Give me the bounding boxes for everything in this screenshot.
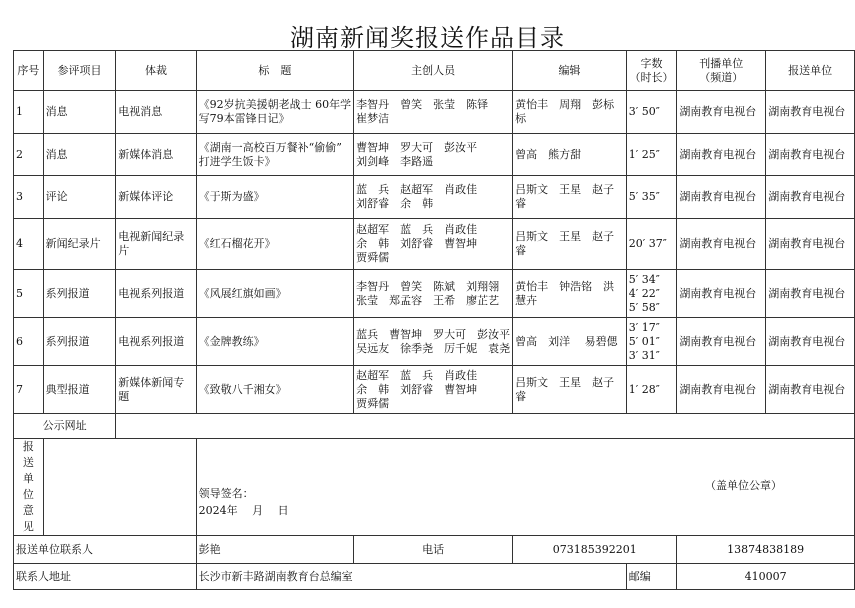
row-title: 《致敬八千湘女》: [196, 366, 354, 414]
row-genre: 电视系列报道: [116, 318, 196, 366]
row-editors: 曾高 熊方甜: [513, 134, 627, 176]
table-row: [14, 318, 855, 366]
row-outlet: 湖南教育电视台: [677, 134, 766, 176]
row-no: 1: [14, 91, 44, 134]
header-editors: 编辑: [513, 51, 627, 91]
row-length: 1′ 25″: [626, 134, 677, 176]
row-title: 《湖南一高校百万餐补“偷偷” 打进学生饭卡》: [196, 134, 354, 176]
row-creators: 曹智坤 罗大可 彭汝平 刘剑峰 李路遥: [354, 134, 513, 176]
opinion-label-char: 意: [22, 504, 34, 517]
leader-sign-label: 领导签名：: [198, 487, 254, 500]
opinion-label-char: 单: [22, 472, 34, 485]
row-no: 3: [14, 176, 44, 219]
opinion-label-char: 位: [22, 488, 34, 501]
row-submitter: 湖南教育电视台: [766, 176, 855, 219]
table-body: [14, 91, 855, 414]
row-outlet: 湖南教育电视台: [677, 366, 766, 414]
opinion-label-char: 报: [22, 440, 34, 453]
row-creators: 赵超军 蓝 兵 肖政佳 余 韩 刘舒睿 曹智坤 贾舜儒: [354, 219, 513, 270]
header-row: [14, 51, 855, 91]
header-length: 字数 （时长）: [626, 51, 677, 91]
mobile-number: 13874838189: [677, 536, 855, 564]
row-submitter: 湖南教育电视台: [766, 366, 855, 414]
contact-name: 彭艳: [196, 536, 354, 564]
table-row: [14, 91, 855, 134]
row-creators: 蓝 兵 赵超军 肖政佳 刘舒睿 余 韩: [354, 176, 513, 219]
sign-date: 2024年 月 日: [198, 504, 289, 517]
row-submitter: 湖南教育电视台: [766, 270, 855, 318]
opinion-label-char: 见: [22, 520, 34, 533]
table-row: [14, 366, 855, 414]
row-length: 5′ 35″: [626, 176, 677, 219]
row-outlet: 湖南教育电视台: [677, 176, 766, 219]
row-no: 4: [14, 219, 44, 270]
row-outlet: 湖南教育电视台: [677, 219, 766, 270]
row-genre: 新媒体评论: [116, 176, 196, 219]
public-url-row: [14, 414, 855, 439]
row-length: 3′ 17″ 5′ 01″ 3′ 31″: [626, 318, 677, 366]
row-no: 7: [14, 366, 44, 414]
contact-label: 报送单位联系人: [14, 536, 197, 564]
header-category: 参评项目: [43, 51, 116, 91]
header-no: 序号: [14, 51, 44, 91]
phone-label: 电话: [354, 536, 513, 564]
row-creators: 蓝兵 曹智坤 罗大可 彭汝平 吴远友 徐季尧 厉千妮 袁尧: [354, 318, 513, 366]
row-editors: 黄怡丰 钟浩铭 洪慧卉: [513, 270, 627, 318]
row-genre: 电视系列报道: [116, 270, 196, 318]
opinion-blank: [43, 439, 196, 536]
entries-table: [13, 50, 855, 590]
header-outlet: 刊播单位 （频道）: [677, 51, 766, 91]
document-title: 湖南新闻奖报送作品目录: [290, 24, 565, 52]
table-row: [14, 134, 855, 176]
row-creators: 李智丹 曾笑 陈斌 刘翔翎 张莹 郑孟容 王希 廖芷艺: [354, 270, 513, 318]
row-length: 1′ 28″: [626, 366, 677, 414]
opinion-row: [14, 439, 855, 536]
row-genre: 电视新闻纪录片: [116, 219, 196, 270]
row-title: 《于斯为盛》: [196, 176, 354, 219]
zip-code: 410007: [677, 564, 855, 590]
row-title: 《风展红旗如画》: [196, 270, 354, 318]
table-row: [14, 270, 855, 318]
row-outlet: 湖南教育电视台: [677, 318, 766, 366]
row-outlet: 湖南教育电视台: [677, 91, 766, 134]
table-row: [14, 176, 855, 219]
row-editors: 吕斯文 王星 赵子睿: [513, 219, 627, 270]
row-category: 系列报道: [43, 270, 116, 318]
row-length: 3′ 50″: [626, 91, 677, 134]
row-category: 典型报道: [43, 366, 116, 414]
address-value: 长沙市新丰路湖南教育台总编室: [196, 564, 626, 590]
public-url-label: 公示网址: [14, 414, 116, 439]
row-no: 2: [14, 134, 44, 176]
row-genre: 新媒体消息: [116, 134, 196, 176]
opinion-label-char: 送: [22, 456, 34, 469]
row-submitter: 湖南教育电视台: [766, 318, 855, 366]
row-title: 《92岁抗美援朝老战士 60年学 写79本雷锋日记》: [196, 91, 354, 134]
row-category: 系列报道: [43, 318, 116, 366]
row-creators: 赵超军 蓝 兵 肖政佳 余 韩 刘舒睿 曹智坤 贾舜儒: [354, 366, 513, 414]
header-submitter: 报送单位: [766, 51, 855, 91]
row-title: 《红石榴花开》: [196, 219, 354, 270]
row-genre: 新媒体新闻专题: [116, 366, 196, 414]
header-title: 标 题: [196, 51, 354, 91]
row-length: 5′ 34″ 4′ 22″ 5′ 58″: [626, 270, 677, 318]
row-outlet: 湖南教育电视台: [677, 270, 766, 318]
zip-label: 邮编: [626, 564, 677, 590]
row-category: 新闻纪录片: [43, 219, 116, 270]
row-length: 20′ 37″: [626, 219, 677, 270]
row-no: 6: [14, 318, 44, 366]
opinion-content: [196, 439, 854, 536]
row-category: 消息: [43, 134, 116, 176]
phone-number: 073185392201: [513, 536, 677, 564]
row-submitter: 湖南教育电视台: [766, 91, 855, 134]
address-label: 联系人地址: [14, 564, 197, 590]
row-category: 消息: [43, 91, 116, 134]
header-genre: 体裁: [116, 51, 196, 91]
row-editors: 吕斯文 王星 赵子睿: [513, 366, 627, 414]
public-url-value: [116, 414, 855, 439]
table-row: [14, 219, 855, 270]
row-genre: 电视消息: [116, 91, 196, 134]
contact-row: [14, 536, 855, 564]
seal-note: （盖单位公章）: [705, 479, 782, 492]
row-no: 5: [14, 270, 44, 318]
row-submitter: 湖南教育电视台: [766, 219, 855, 270]
address-row: [14, 564, 855, 590]
header-creators: 主创人员: [354, 51, 513, 91]
row-editors: 吕斯文 王星 赵子睿: [513, 176, 627, 219]
row-editors: 曾高 刘洋 易碧偲: [513, 318, 627, 366]
row-submitter: 湖南教育电视台: [766, 134, 855, 176]
opinion-label: [14, 439, 44, 536]
row-editors: 黄怡丰 周翔 彭标标: [513, 91, 627, 134]
row-category: 评论: [43, 176, 116, 219]
row-creators: 李智丹 曾笑 张莹 陈铎 崔梦洁: [354, 91, 513, 134]
row-title: 《金牌教练》: [196, 318, 354, 366]
